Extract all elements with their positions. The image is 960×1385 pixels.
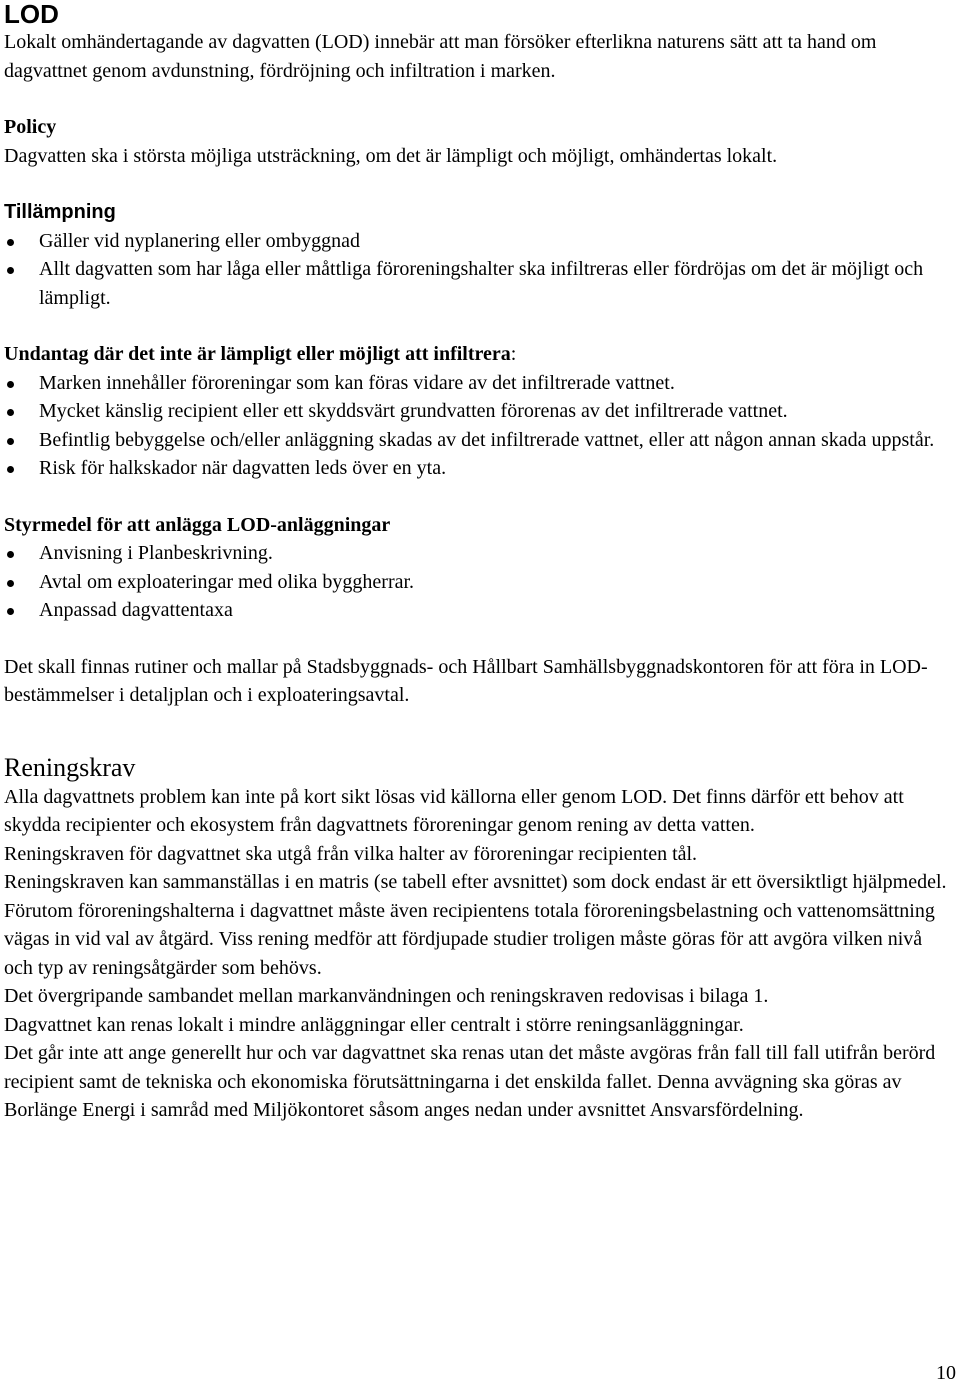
list-item <box>4 369 954 398</box>
list-item <box>4 568 954 597</box>
list-item-text: Mycket känslig recipient eller ett skyddsvärt grundvatten förorenas av det infiltrerade vattnet. <box>39 400 788 422</box>
reningskrav-heading: Reningskrav <box>4 752 136 782</box>
reningskrav-paragraph: Reningskraven kan sammanställas i en matris (se tabell efter avsnittet) som dock endast är ett översiktligt hjälpmedel. Förutom föroreningshalterna i dagvattnet måste även recipientens totala föroreningsbelastning och vattenomsättning vägas in vid val av åtgärd. Viss rening medför att fördjupade studier troligen måste göras för att avgöra vilken nivå och typ av reningsåtgärder som behövs. <box>4 871 947 979</box>
tillampning-heading: Tillämpning <box>4 201 116 223</box>
reningskrav-paragraph: Det går inte att ange generellt hur och var dagvattnet ska renas utan det måste avgöras från fall till fall utifrån berörd recipient samt de tekniska och ekonomiska förutsättningarna i det enskilda fallet. Denna avvägning ska göras av Borlänge Energi i samråd med Miljökontoret såsom anges nedan under avsnittet Ansvarsfördelning. <box>4 1042 936 1121</box>
undantag-colon: : <box>510 343 517 365</box>
page-number: 10 <box>936 1362 956 1384</box>
rutiner-text: Det skall finnas rutiner och mallar på Stadsbyggnads- och Hållbart Samhällsbyggnadskontoren för att föra in LOD-bestämmelser i detaljplan och i exploateringsavtal. <box>4 655 928 706</box>
list-item-text: Risk för halkskador när dagvatten leds över en yta. <box>39 457 447 479</box>
bullet-icon <box>7 409 14 416</box>
styrmedel-heading: Styrmedel för att anlägga LOD-anläggningar <box>4 513 391 536</box>
list-item <box>4 454 954 483</box>
list-item-text: Avtal om exploateringar med olika byggherrar. <box>39 570 415 593</box>
reningskrav-paragraph: Alla dagvattnets problem kan inte på kort sikt lösas vid källorna eller genom LOD. Det finns därför ett behov att skydda recipienter och ekosystem från dagvattnets föroreningar genom rening av detta vatten. <box>4 785 904 836</box>
tillampning-list <box>4 227 954 313</box>
reningskrav-paragraph: Det övergripande sambandet mellan markanvändningen och reningskraven redovisas i bilaga 1. <box>4 985 769 1007</box>
document-page <box>4 0 954 1125</box>
list-item-text: Anpassad dagvattentaxa <box>39 599 233 621</box>
policy-text: Dagvatten ska i största möjliga utsträckning, om det är lämpligt och möjligt, omhändertas lokalt. <box>4 144 778 167</box>
bullet-icon <box>7 608 14 615</box>
list-item-text: Gäller vid nyplanering eller ombyggnad <box>39 229 361 252</box>
reningskrav-paragraph: Reningskraven för dagvattnet ska utgå från vilka halter av föroreningar recipienten tål. <box>4 842 698 865</box>
undantag-heading <box>4 340 954 369</box>
styrmedel-list <box>4 539 954 625</box>
lod-intro: Lokalt omhändertagande av dagvatten (LOD) innebär att man försöker efterlikna naturens sätt att ta hand om dagvattnet genom avdunstning, fördröjning och infiltration i marken. <box>4 31 877 82</box>
list-item-text: Marken innehåller föroreningar som kan föras vidare av det infiltrerade vattnet. <box>39 371 675 394</box>
list-item <box>4 539 954 568</box>
list-item <box>4 227 954 256</box>
list-item-text: Allt dagvatten som har låga eller måttliga föroreningshalter ska infiltreras eller fördröjas om det är möjligt och lämpligt. <box>39 258 924 309</box>
lod-heading: LOD <box>4 0 59 29</box>
bullet-icon <box>7 267 14 274</box>
list-item-text: Anvisning i Planbeskrivning. <box>39 542 273 564</box>
undantag-title: Undantag där det inte är lämpligt eller möjligt att infiltrera <box>4 343 511 365</box>
bullet-icon <box>7 239 14 246</box>
bullet-icon <box>7 438 14 445</box>
list-item <box>4 255 954 312</box>
policy-heading: Policy <box>4 116 57 138</box>
list-item-text: Befintlig bebyggelse och/eller anläggning skadas av det infiltrerade vattnet, eller att någon annan skada uppstår. <box>39 428 935 451</box>
list-item <box>4 596 954 625</box>
bullet-icon <box>7 381 14 388</box>
bullet-icon <box>7 551 14 558</box>
bullet-icon <box>7 466 14 473</box>
list-item <box>4 397 954 426</box>
list-item <box>4 426 954 455</box>
bullet-icon <box>7 580 14 587</box>
reningskrav-paragraph: Dagvattnet kan renas lokalt i mindre anläggningar eller centralt i större reningsanläggningar. <box>4 1013 744 1036</box>
undantag-list <box>4 369 954 483</box>
